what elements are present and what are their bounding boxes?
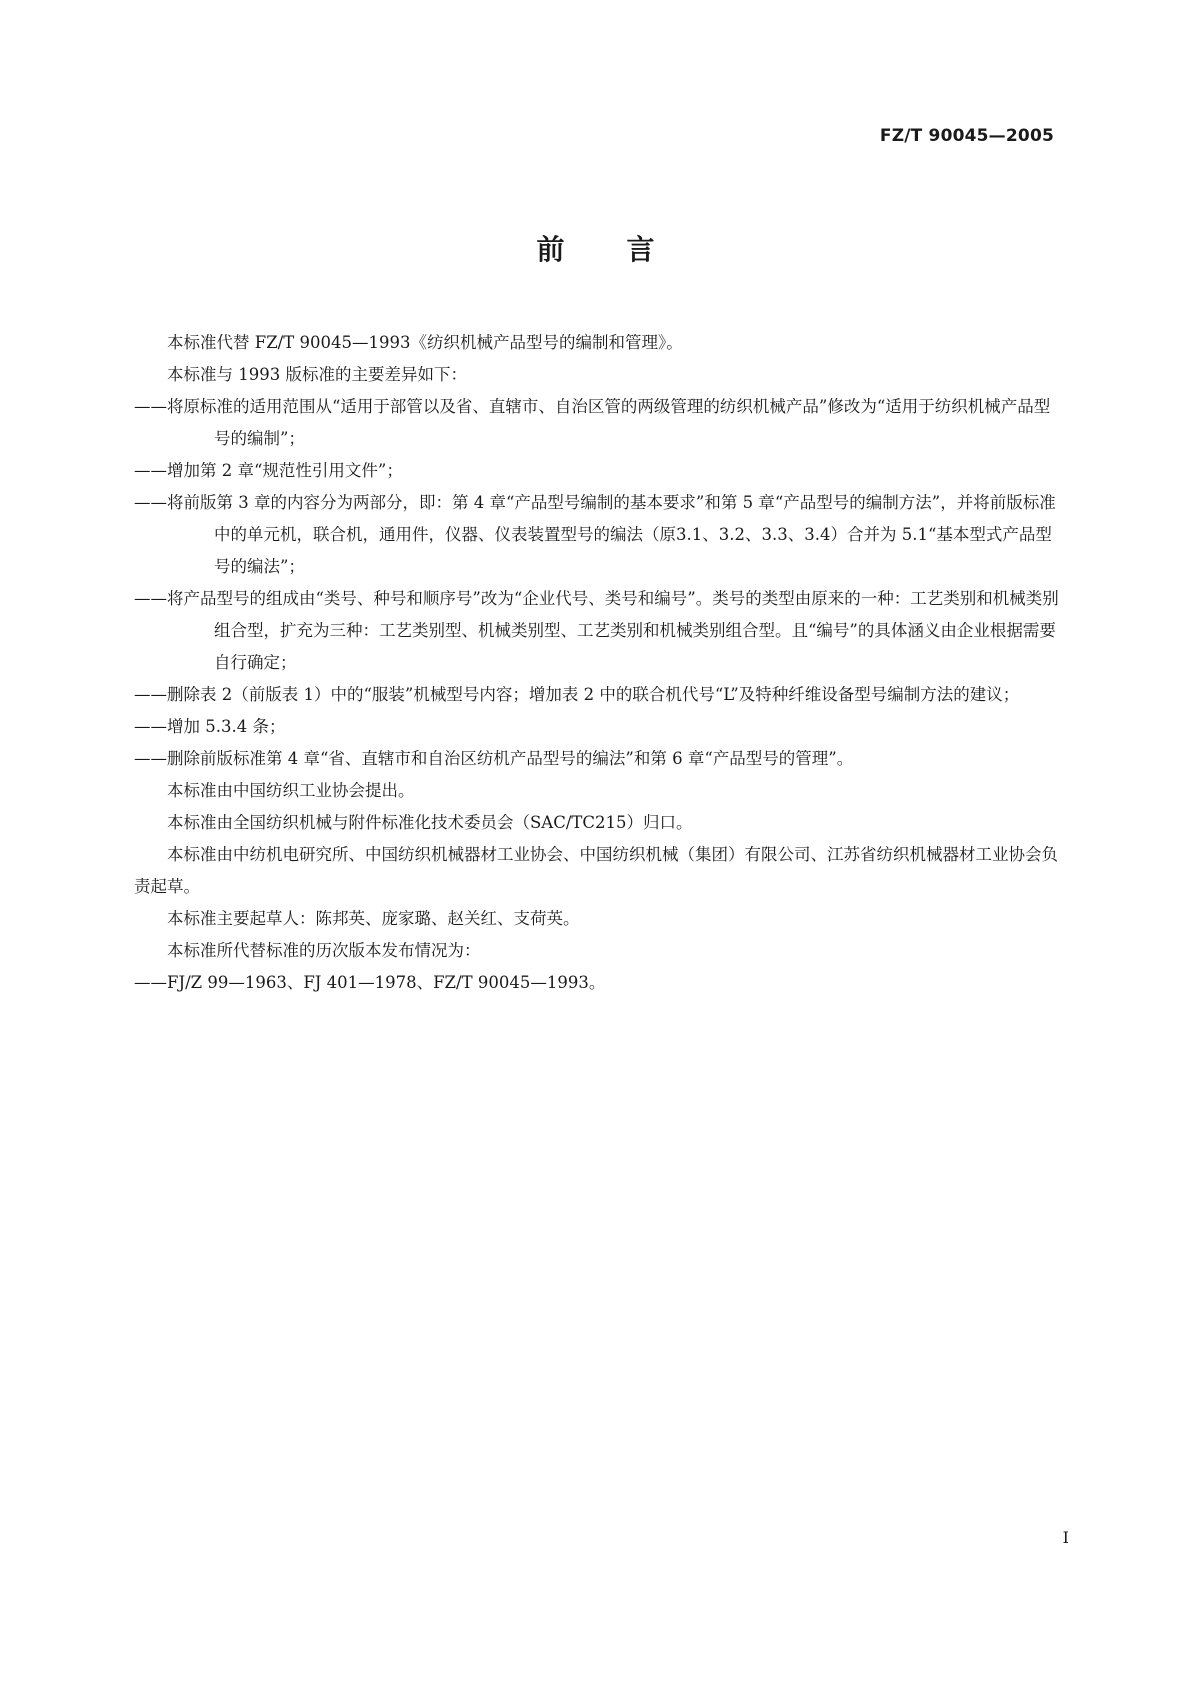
- list-item: ——将原标准的适用范围从“适用于部管以及省、直辖市、自治区管的两级管理的纺织机械产品”修改为“适用于纺织机械产品型号的编制”；: [134, 397, 1051, 448]
- list-item: ——FJ/Z 99—1963、FJ 401—1978、FZ/T 90045—1993。: [134, 973, 606, 992]
- paragraph-drafters: 本标准主要起草人：陈邦英、庞家璐、赵关红、支荷英。: [167, 909, 580, 928]
- list-item: ——删除前版标准第 4 章“省、直辖市和自治区纺机产品型号的编法”和第 6 章“产品型号的管理”。: [134, 749, 854, 768]
- list-item: ——将产品型号的组成由“类号、种号和顺序号”改为“企业代号、类号和编号”。类号的类型由原来的一种：工艺类别和机械类别组合型，扩充为三种：工艺类别型、机械类别型、工艺类别和机械类别组合型。且“编号”的具体涵义由企业根据需要自行确定；: [134, 589, 1059, 672]
- list-item: ——增加 5.3.4 条；: [134, 717, 286, 736]
- standard-code: FZ/T 90045—2005: [879, 126, 1054, 146]
- title-char-2: 言: [626, 233, 655, 266]
- list-item: ——增加第 2 章“规范性引用文件”；: [134, 461, 403, 480]
- list-item: ——删除表 2（前版表 1）中的“服装”机械型号内容；增加表 2 中的联合机代号“L”及特种纤维设备型号编制方法的建议；: [134, 685, 1020, 704]
- paragraph-replaces: 本标准代替 FZ/T 90045—1993《纺织机械产品型号的编制和管理》。: [167, 333, 683, 352]
- foreword-body: [134, 327, 1064, 999]
- page-title: [0, 228, 1191, 268]
- page-number: I: [1062, 1528, 1069, 1547]
- paragraph-history-intro: 本标准所代替标准的历次版本发布情况为：: [167, 941, 481, 960]
- paragraph-proposed-by: 本标准由中国纺织工业协会提出。: [167, 781, 415, 800]
- paragraph-centralized-by: 本标准由全国纺织机械与附件标准化技术委员会（SAC/TC215）归口。: [167, 813, 693, 832]
- paragraph-drafted-by: 本标准由中纺机电研究所、中国纺织机械器材工业协会、中国纺织机械（集团）有限公司、江苏省纺织机械器材工业协会负责起草。: [134, 845, 1058, 896]
- paragraph-differences-intro: 本标准与 1993 版标准的主要差异如下：: [167, 365, 467, 384]
- list-item: ——将前版第 3 章的内容分为两部分，即：第 4 章“产品型号编制的基本要求”和第 5 章“产品型号的编制方法”，并将前版标准中的单元机，联合机，通用件，仪器、仪表装置型号的编法（原3.1、3.2、3.3、3.4）合并为 5.1“基本型式产品型号的编法”；: [134, 493, 1056, 576]
- title-char-1: 前: [536, 233, 565, 266]
